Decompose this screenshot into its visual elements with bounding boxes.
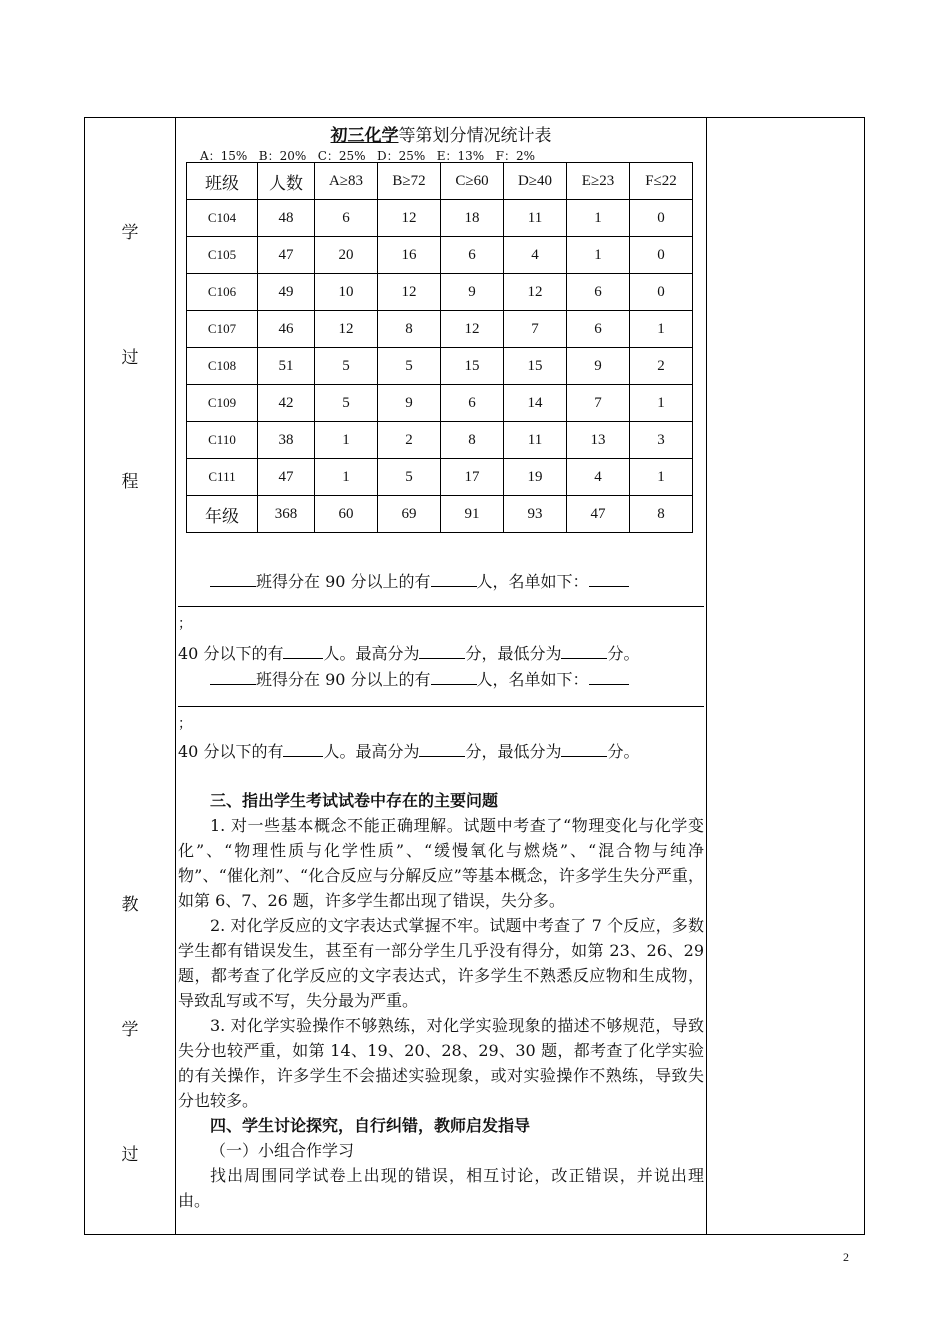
side-label-char: 学 bbox=[121, 223, 139, 243]
value-cell: 19 bbox=[504, 459, 567, 496]
value-cell: 0 bbox=[630, 237, 693, 274]
value-cell: 4 bbox=[504, 237, 567, 274]
value-cell: 11 bbox=[504, 200, 567, 237]
blank-count bbox=[431, 570, 477, 587]
value-cell: 48 bbox=[258, 200, 315, 237]
name-list-line bbox=[178, 606, 704, 607]
blank-max bbox=[419, 740, 465, 757]
value-cell: 47 bbox=[567, 496, 630, 533]
value-cell: 2 bbox=[630, 348, 693, 385]
value-cell: 1 bbox=[315, 459, 378, 496]
class-cell: C106 bbox=[187, 274, 258, 311]
value-cell: 0 bbox=[630, 200, 693, 237]
value-cell: 12 bbox=[378, 200, 441, 237]
value-cell: 7 bbox=[567, 385, 630, 422]
semicolon: ； bbox=[178, 616, 192, 632]
value-cell: 1 bbox=[567, 200, 630, 237]
column-divider-right bbox=[706, 117, 707, 1235]
table-title bbox=[178, 121, 704, 146]
class-cell: C108 bbox=[187, 348, 258, 385]
class-cell: C111 bbox=[187, 459, 258, 496]
side-label-char: 学 bbox=[121, 1020, 139, 1040]
grade-percentages: A：15% B：20% C：25% D：25% E：13% F：2% bbox=[200, 149, 535, 163]
blank-min bbox=[561, 642, 607, 659]
blank-below40 bbox=[283, 740, 323, 757]
value-cell: 1 bbox=[630, 459, 693, 496]
value-cell: 46 bbox=[258, 311, 315, 348]
table-row bbox=[187, 385, 693, 422]
table-row bbox=[187, 274, 693, 311]
column-divider-left bbox=[175, 117, 176, 1235]
header-cell: F≤22 bbox=[630, 163, 693, 200]
header-cell: E≥23 bbox=[567, 163, 630, 200]
value-cell: 6 bbox=[441, 385, 504, 422]
value-cell: 47 bbox=[258, 459, 315, 496]
value-cell: 368 bbox=[258, 496, 315, 533]
value-cell: 6 bbox=[441, 237, 504, 274]
grade-stats-table bbox=[186, 162, 693, 533]
subsection-heading: （一）小组合作学习 bbox=[210, 1141, 355, 1160]
value-cell: 5 bbox=[378, 348, 441, 385]
table-row bbox=[187, 459, 693, 496]
side-label-char: 过 bbox=[121, 1145, 139, 1165]
value-cell: 9 bbox=[378, 385, 441, 422]
value-cell: 38 bbox=[258, 422, 315, 459]
group-task-text: 找出周围同学试卷上出现的错误，相互讨论，改正错误，并说出理由。 bbox=[178, 1166, 704, 1210]
header-cell: A≥83 bbox=[315, 163, 378, 200]
value-cell: 2 bbox=[378, 422, 441, 459]
value-cell: 5 bbox=[378, 459, 441, 496]
value-cell: 5 bbox=[315, 385, 378, 422]
class-cell: C105 bbox=[187, 237, 258, 274]
name-list-line bbox=[178, 706, 704, 707]
section-heading-4: 四、学生讨论探究，自行纠错，教师启发指导 bbox=[210, 1116, 531, 1135]
value-cell: 42 bbox=[258, 385, 315, 422]
value-cell: 9 bbox=[567, 348, 630, 385]
blank-count bbox=[431, 668, 477, 685]
value-cell: 3 bbox=[630, 422, 693, 459]
value-cell: 12 bbox=[441, 311, 504, 348]
value-cell: 6 bbox=[567, 274, 630, 311]
header-cell: 班级 bbox=[187, 163, 258, 200]
fill-line-1: 班得分在 90 分以上的有 人，名单如下： bbox=[178, 569, 629, 592]
title-rest: 等第划分情况统计表 bbox=[398, 126, 552, 146]
class-cell: C109 bbox=[187, 385, 258, 422]
value-cell: 9 bbox=[441, 274, 504, 311]
class-cell: C110 bbox=[187, 422, 258, 459]
table-row bbox=[187, 237, 693, 274]
value-cell: 11 bbox=[504, 422, 567, 459]
blank-min bbox=[561, 740, 607, 757]
blank-max bbox=[419, 642, 465, 659]
class-cell: C104 bbox=[187, 200, 258, 237]
value-cell: 49 bbox=[258, 274, 315, 311]
fill-line-4: 40 分以下的有 人。最高分为 分，最低分为 分。 bbox=[178, 742, 640, 761]
blank-class bbox=[210, 668, 256, 685]
value-cell: 6 bbox=[567, 311, 630, 348]
value-cell: 15 bbox=[504, 348, 567, 385]
value-cell: 8 bbox=[441, 422, 504, 459]
table-row bbox=[187, 422, 693, 459]
value-cell: 15 bbox=[441, 348, 504, 385]
section-heading-3: 三、指出学生考试试卷中存在的主要问题 bbox=[210, 791, 499, 810]
value-cell: 91 bbox=[441, 496, 504, 533]
class-cell: C107 bbox=[187, 311, 258, 348]
fill-line-2: 40 分以下的有 人。最高分为 分，最低分为 分。 bbox=[178, 644, 640, 663]
analysis-sections bbox=[178, 788, 704, 1213]
value-cell: 10 bbox=[315, 274, 378, 311]
value-cell: 17 bbox=[441, 459, 504, 496]
value-cell: 93 bbox=[504, 496, 567, 533]
value-cell: 12 bbox=[504, 274, 567, 311]
value-cell: 8 bbox=[630, 496, 693, 533]
side-label-char: 教 bbox=[121, 895, 139, 915]
value-cell: 20 bbox=[315, 237, 378, 274]
class-cell: 年级 bbox=[187, 496, 258, 533]
value-cell: 18 bbox=[441, 200, 504, 237]
header-cell: C≥60 bbox=[441, 163, 504, 200]
value-cell: 47 bbox=[258, 237, 315, 274]
value-cell: 60 bbox=[315, 496, 378, 533]
blank-list bbox=[589, 668, 629, 685]
value-cell: 13 bbox=[567, 422, 630, 459]
problem-item-3: 3. 对化学实验操作不够熟练，对化学实验现象的描述不够规范，导致失分也较严重，如第 14、19、20、28、29、30 题，都考查了化学实验的有关操作，许多学生不会描述实验现象，或对实验操作不熟练，导致失分也较多。 bbox=[178, 1016, 704, 1110]
value-cell: 1 bbox=[567, 237, 630, 274]
value-cell: 14 bbox=[504, 385, 567, 422]
fill-line-3: 班得分在 90 分以上的有 人，名单如下： bbox=[178, 667, 629, 690]
value-cell: 6 bbox=[315, 200, 378, 237]
value-cell: 0 bbox=[630, 274, 693, 311]
problem-item-1: 1. 对一些基本概念不能正确理解。试题中考查了“物理变化与化学变化”、“物理性质与化学性质”、“缓慢氧化与燃烧”、“混合物与纯净物”、“催化剂”、“化合反应与分解反应”等基本概念，许多学生失分严重，如第 6、7、26 题，许多学生都出现了错误，失分多。 bbox=[178, 816, 704, 910]
page-number: 2 bbox=[843, 1250, 849, 1264]
value-cell: 12 bbox=[315, 311, 378, 348]
table-row bbox=[187, 311, 693, 348]
header-cell: D≥40 bbox=[504, 163, 567, 200]
value-cell: 12 bbox=[378, 274, 441, 311]
value-cell: 7 bbox=[504, 311, 567, 348]
semicolon: ； bbox=[178, 716, 192, 732]
value-cell: 16 bbox=[378, 237, 441, 274]
problem-item-2: 2. 对化学反应的文字表达式掌握不牢。试题中考查了 7 个反应，多数学生都有错误发生，甚至有一部分学生几乎没有得分，如第 23、26、29 题，都考查了化学反应的文字表达式，许多学生不熟悉反应物和生成物，导致乱写或不写，失分最为严重。 bbox=[178, 916, 704, 1010]
blank-below40 bbox=[283, 642, 323, 659]
table-row bbox=[187, 496, 693, 533]
value-cell: 8 bbox=[378, 311, 441, 348]
table-row bbox=[187, 348, 693, 385]
side-label-char: 程 bbox=[121, 472, 139, 492]
blank-class bbox=[210, 570, 256, 587]
header-cell: 人数 bbox=[258, 163, 315, 200]
value-cell: 1 bbox=[630, 385, 693, 422]
value-cell: 51 bbox=[258, 348, 315, 385]
side-label-char: 过 bbox=[121, 348, 139, 368]
blank-list bbox=[589, 570, 629, 587]
value-cell: 4 bbox=[567, 459, 630, 496]
value-cell: 69 bbox=[378, 496, 441, 533]
table-row bbox=[187, 200, 693, 237]
value-cell: 1 bbox=[315, 422, 378, 459]
title-subject: 初三化学 bbox=[330, 126, 399, 146]
table-header-row bbox=[187, 163, 693, 200]
header-cell: B≥72 bbox=[378, 163, 441, 200]
value-cell: 5 bbox=[315, 348, 378, 385]
value-cell: 1 bbox=[630, 311, 693, 348]
